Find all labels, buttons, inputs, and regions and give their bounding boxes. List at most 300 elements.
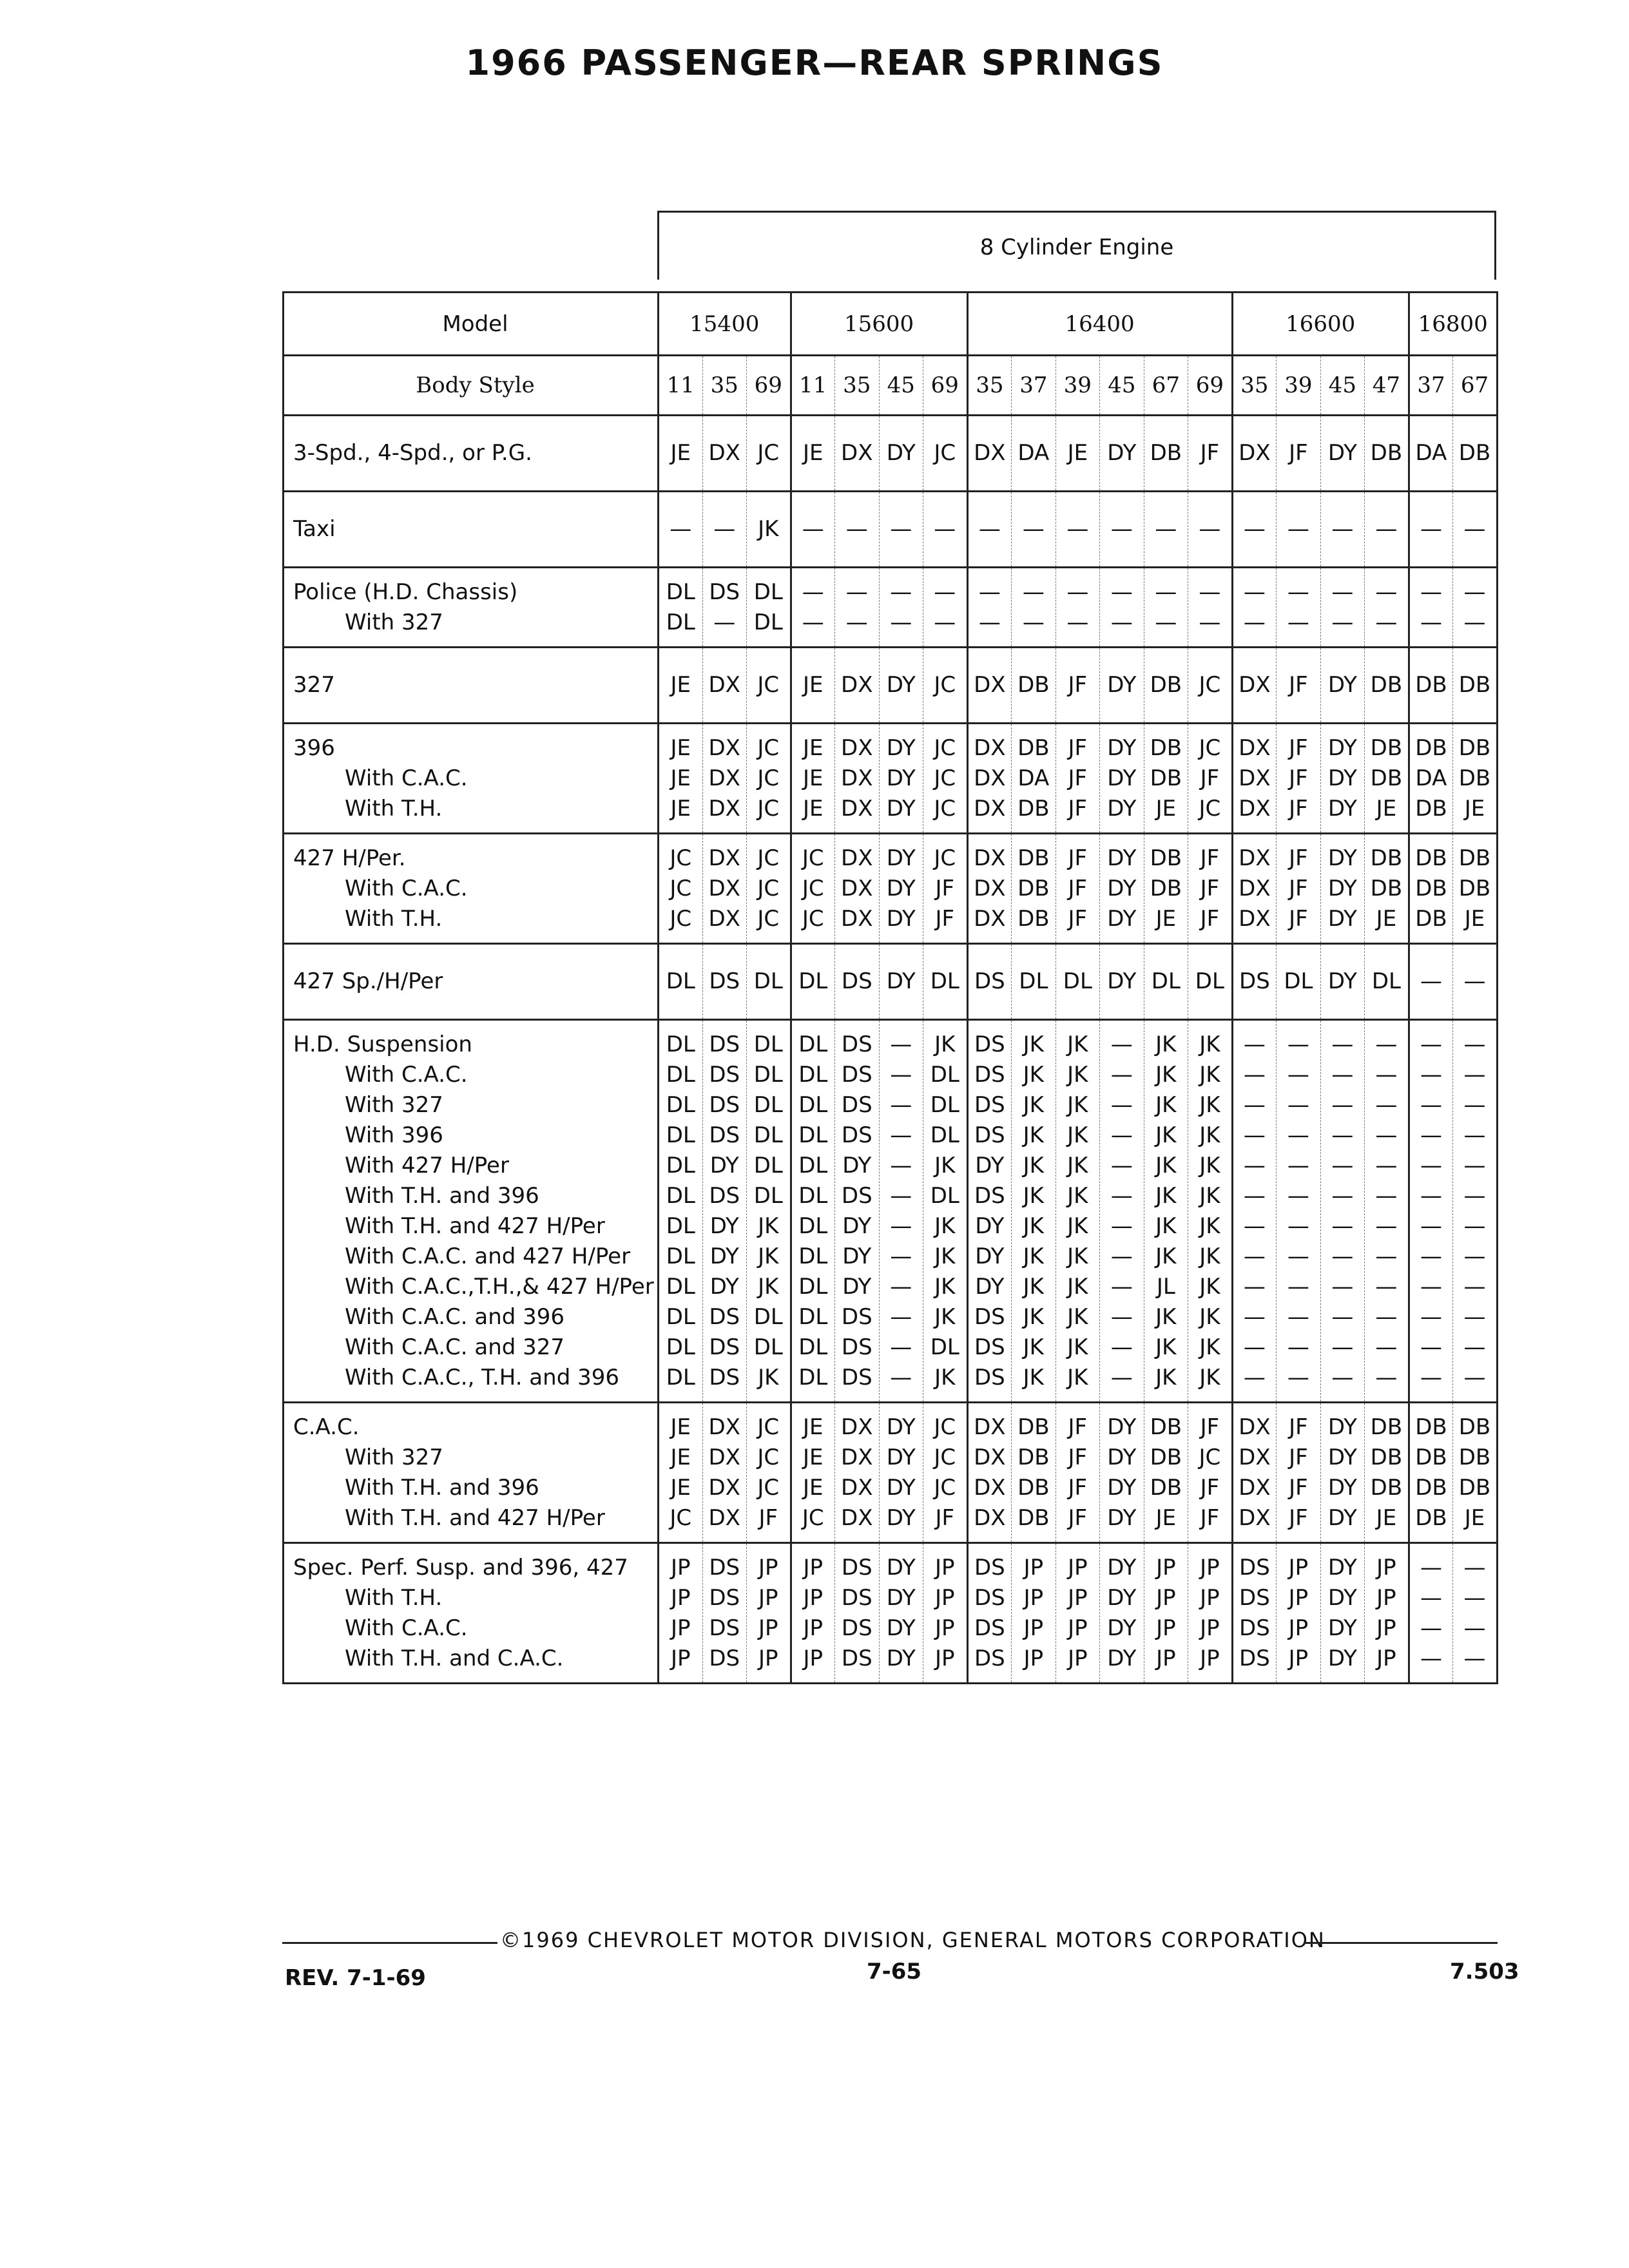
spring-code: JF — [1068, 845, 1088, 871]
spring-code: JK — [1199, 1152, 1220, 1178]
code-cell — [1100, 1403, 1144, 1543]
spring-code: DY — [886, 735, 916, 761]
spring-code: DB — [1017, 795, 1050, 822]
spring-code: — — [1331, 609, 1354, 635]
row-sublabel: With 396 — [345, 1122, 443, 1148]
code-cell — [1188, 416, 1233, 492]
spring-code: JP — [758, 1615, 778, 1641]
code-cell — [923, 834, 968, 944]
spring-code: — — [1287, 1031, 1309, 1057]
code-cell — [702, 1020, 747, 1403]
spring-code: DY — [1327, 1584, 1357, 1611]
code-cell — [702, 568, 747, 648]
spring-code: DX — [1239, 765, 1271, 791]
row-sublabel: With T.H. — [345, 1584, 443, 1611]
spring-code: — — [1331, 1243, 1354, 1269]
spring-code: JP — [1376, 1554, 1396, 1581]
code-cell — [1012, 1020, 1056, 1403]
spring-code: JK — [1023, 1122, 1044, 1148]
spring-code: JL — [1156, 1273, 1175, 1300]
row-sublabel: With T.H. — [345, 795, 443, 822]
spring-code: JE — [1155, 905, 1177, 932]
spring-code: DL — [798, 1213, 828, 1239]
spring-code: JP — [1288, 1615, 1309, 1641]
spring-code: DS — [841, 1364, 872, 1390]
spring-code: JC — [1199, 1444, 1221, 1470]
code-cell — [1453, 724, 1498, 834]
spring-code: DS — [974, 1554, 1005, 1581]
code-cell — [1277, 416, 1321, 492]
code-cell — [1012, 492, 1056, 568]
spring-code: DS — [709, 1031, 740, 1057]
code-cell — [1012, 648, 1056, 724]
spring-code: DB — [1370, 672, 1403, 698]
row-sublabel: With C.A.C. and 327 — [345, 1334, 565, 1360]
spring-code: DB — [1150, 875, 1182, 901]
spring-code: DS — [709, 1584, 740, 1611]
code-cell — [879, 648, 923, 724]
code-cell — [659, 416, 703, 492]
spring-code: — — [1375, 1213, 1398, 1239]
spring-code: DB — [1415, 845, 1447, 871]
row-label — [284, 1543, 659, 1684]
spring-code: — — [890, 1122, 912, 1148]
code-cell — [1100, 724, 1144, 834]
spring-code: — — [1287, 1091, 1309, 1118]
spring-code: — — [890, 1091, 912, 1118]
row-label-text: 396 — [293, 735, 335, 761]
spring-code: — — [890, 609, 912, 635]
spring-code: JC — [757, 672, 780, 698]
spring-code: DL — [666, 1061, 695, 1088]
spring-code: — — [1420, 1152, 1442, 1178]
spring-code: — — [1287, 1334, 1309, 1360]
row-sublabel: With C.A.C., T.H. and 396 — [345, 1364, 619, 1390]
code-cell — [835, 568, 880, 648]
spring-code: DB — [1458, 440, 1491, 466]
spring-code: JE — [670, 765, 691, 791]
spring-code: DS — [974, 1303, 1005, 1330]
spring-code: JK — [1023, 1243, 1044, 1269]
spring-code: — — [1110, 1091, 1133, 1118]
code-cell — [791, 834, 835, 944]
spring-code: JE — [670, 1414, 691, 1440]
spring-code: — — [1287, 1273, 1309, 1300]
spring-code: DB — [1150, 672, 1182, 698]
spring-code: DL — [666, 1364, 695, 1390]
spring-code: — — [1110, 1122, 1133, 1148]
spring-code: DX — [974, 1444, 1006, 1470]
spring-code: DY — [1327, 1504, 1357, 1531]
spring-code: DY — [975, 1273, 1005, 1300]
spring-code: — — [1110, 1334, 1133, 1360]
spring-code: JP — [1288, 1584, 1309, 1611]
spring-code: DB — [1017, 735, 1050, 761]
code-cell — [1277, 492, 1321, 568]
spring-code: JK — [1155, 1364, 1177, 1390]
spring-code: JK — [1155, 1061, 1177, 1088]
spring-code: DS — [709, 1364, 740, 1390]
spring-code: JC — [757, 845, 780, 871]
spring-code: JF — [935, 875, 955, 901]
spring-code: DB — [1150, 440, 1182, 466]
spring-code: DX — [1239, 672, 1271, 698]
spring-code: DL — [798, 1364, 828, 1390]
spring-code: — — [1375, 1091, 1398, 1118]
table-row — [284, 1403, 1498, 1543]
spring-code: JP — [670, 1554, 691, 1581]
spring-code: DS — [709, 1091, 740, 1118]
spring-code: DS — [974, 1122, 1005, 1148]
spring-code: DL — [753, 1334, 783, 1360]
spring-code: JK — [1155, 1243, 1177, 1269]
spring-code: DY — [886, 1414, 916, 1440]
body-style-cell: 35 — [967, 356, 1012, 416]
spring-code: — — [1287, 1303, 1309, 1330]
spring-code: DX — [1239, 845, 1271, 871]
spring-code: — — [890, 1334, 912, 1360]
spring-code: — — [1420, 1615, 1442, 1641]
code-cell — [1277, 834, 1321, 944]
spring-code: JP — [935, 1615, 955, 1641]
spring-code: DL — [798, 968, 828, 994]
code-cell — [747, 416, 791, 492]
spring-code: DL — [798, 1303, 828, 1330]
body-style-cell: 37 — [1012, 356, 1056, 416]
code-cell — [1409, 1403, 1453, 1543]
spring-code: JP — [1200, 1554, 1220, 1581]
spring-code: DL — [1195, 968, 1224, 994]
spring-code: — — [1420, 1645, 1442, 1671]
table-row — [284, 648, 1498, 724]
code-cell — [835, 492, 880, 568]
spring-code: JF — [935, 1504, 955, 1531]
spring-code: — — [1331, 1273, 1354, 1300]
spring-code: DY — [886, 1474, 916, 1501]
spring-code: JF — [1200, 440, 1220, 466]
spring-code: DS — [974, 1061, 1005, 1088]
code-cell — [659, 1403, 703, 1543]
spring-code: DL — [666, 1031, 695, 1057]
spring-code: — — [1155, 516, 1177, 542]
spring-code: JK — [934, 1243, 956, 1269]
spring-code: DS — [841, 1554, 872, 1581]
code-cell — [1232, 492, 1277, 568]
spring-code: DY — [1327, 735, 1357, 761]
spring-code: JK — [1067, 1243, 1088, 1269]
code-cell — [1453, 648, 1498, 724]
spring-code: DL — [930, 1182, 959, 1209]
code-cell — [659, 1020, 703, 1403]
code-cell — [659, 492, 703, 568]
spring-code: — — [1375, 1031, 1398, 1057]
code-cell — [1453, 416, 1498, 492]
spring-code: DS — [1239, 1554, 1270, 1581]
spring-code: DX — [1239, 1414, 1271, 1440]
spring-code: DS — [709, 1061, 740, 1088]
body-style-cell: 35 — [835, 356, 880, 416]
spring-code: JP — [935, 1554, 955, 1581]
code-cell — [835, 648, 880, 724]
spring-code: JC — [802, 905, 824, 932]
spring-code: DS — [1239, 1584, 1270, 1611]
code-cell — [1144, 648, 1188, 724]
spring-code: — — [1243, 1243, 1266, 1269]
code-cell — [1232, 1020, 1277, 1403]
code-cell — [702, 834, 747, 944]
spring-code: DX — [841, 735, 873, 761]
table-row — [284, 492, 1498, 568]
spring-code: JF — [1289, 1504, 1308, 1531]
spring-code: JK — [1023, 1213, 1044, 1239]
row-sublabel: With C.A.C.,T.H.,& 427 H/Per — [345, 1273, 654, 1300]
row-sublabel: With T.H. and 396 — [345, 1474, 539, 1501]
spring-code: JP — [758, 1554, 778, 1581]
spring-code: DL — [798, 1334, 828, 1360]
spring-code: JP — [803, 1584, 824, 1611]
row-sublabel: With C.A.C. and 427 H/Per — [345, 1243, 631, 1269]
spring-code: — — [670, 516, 692, 542]
code-cell — [1188, 1403, 1233, 1543]
row-label — [284, 944, 659, 1020]
spring-code: JP — [935, 1645, 955, 1671]
code-cell — [1055, 834, 1100, 944]
code-cell — [659, 648, 703, 724]
spring-code: DY — [1107, 1615, 1137, 1641]
spring-code: DX — [841, 765, 873, 791]
spring-code: — — [1110, 609, 1133, 635]
code-cell — [1320, 944, 1365, 1020]
spring-code: DB — [1150, 845, 1182, 871]
spring-code: — — [934, 579, 956, 605]
spring-code: DA — [1017, 765, 1050, 791]
spring-code: DL — [1019, 968, 1048, 994]
code-cell — [1277, 1543, 1321, 1684]
spring-code: — — [1243, 1364, 1266, 1390]
spring-code: DS — [841, 1303, 872, 1330]
spring-code: DB — [1370, 765, 1403, 791]
spring-code: DA — [1415, 440, 1447, 466]
spring-code: DS — [841, 1334, 872, 1360]
spring-code: DS — [974, 968, 1005, 994]
spring-code: — — [1331, 1031, 1354, 1057]
row-label-text: 3-Spd., 4-Spd., or P.G. — [293, 440, 532, 466]
row-sublabel: With T.H. and 427 H/Per — [345, 1504, 605, 1531]
code-cell — [1055, 1020, 1100, 1403]
spring-code: DX — [1239, 795, 1271, 822]
body-style-cell: 39 — [1055, 356, 1100, 416]
spring-code: JP — [1376, 1615, 1396, 1641]
spring-code: — — [1420, 1243, 1442, 1269]
spring-code: DS — [709, 1122, 740, 1148]
code-cell — [923, 1403, 968, 1543]
spring-code: DS — [1239, 1645, 1270, 1671]
spring-code: DY — [886, 968, 916, 994]
spring-code: DL — [753, 1182, 783, 1209]
code-cell — [747, 1020, 791, 1403]
spring-code: JE — [803, 1474, 824, 1501]
spring-code: JP — [1068, 1645, 1088, 1671]
spring-code: JK — [1023, 1273, 1044, 1300]
spring-code: DS — [709, 968, 740, 994]
spring-code: DS — [709, 1554, 740, 1581]
spring-code: DX — [841, 795, 873, 822]
spring-code: DX — [841, 845, 873, 871]
spring-code: — — [1420, 1364, 1442, 1390]
spring-code: — — [1287, 516, 1309, 542]
model-16600: 16600 — [1232, 293, 1409, 356]
spring-code: — — [1331, 1122, 1354, 1148]
spring-code: DS — [841, 1122, 872, 1148]
spring-code: — — [890, 1182, 912, 1209]
row-label — [284, 834, 659, 944]
spring-code-table — [282, 291, 1498, 1684]
body-style-header: Body Style — [284, 356, 659, 416]
code-cell — [1232, 724, 1277, 834]
spring-code: JC — [757, 735, 780, 761]
spring-code: JK — [1023, 1182, 1044, 1209]
spring-code: JC — [802, 845, 824, 871]
code-cell — [967, 416, 1012, 492]
spring-code: JF — [1289, 1444, 1308, 1470]
spring-code: DY — [886, 1444, 916, 1470]
spring-code: — — [1110, 1364, 1133, 1390]
spring-code: JP — [803, 1554, 824, 1581]
row-label-text: Spec. Perf. Susp. and 396, 427 — [293, 1554, 628, 1581]
spring-code: JK — [934, 1364, 956, 1390]
engine-label: 8 Cylinder Engine — [979, 235, 1174, 260]
spring-code: — — [1463, 1645, 1486, 1671]
spring-code: JF — [1289, 672, 1308, 698]
table-row — [284, 834, 1498, 944]
row-label — [284, 416, 659, 492]
code-cell — [1277, 568, 1321, 648]
spring-code: JE — [803, 765, 824, 791]
code-cell — [967, 944, 1012, 1020]
model-15400: 15400 — [659, 293, 791, 356]
spring-code: JK — [1199, 1061, 1220, 1088]
spring-code: JP — [803, 1615, 824, 1641]
spring-code: — — [713, 609, 736, 635]
spring-code: JC — [757, 1414, 780, 1440]
row-label — [284, 1020, 659, 1403]
spring-code: — — [890, 1273, 912, 1300]
body-style-cell: 45 — [1100, 356, 1144, 416]
spring-code: JE — [803, 1414, 824, 1440]
spring-code: JF — [1200, 1474, 1220, 1501]
spring-code: JC — [757, 905, 780, 932]
row-label-text: 427 Sp./H/Per — [293, 968, 443, 994]
spring-code: DY — [1327, 440, 1357, 466]
spring-code: JK — [1023, 1091, 1044, 1118]
spring-code: DS — [1239, 1615, 1270, 1641]
spring-code: DY — [975, 1152, 1005, 1178]
spring-code: JC — [802, 1504, 824, 1531]
spring-code: — — [1199, 516, 1221, 542]
spring-code: — — [1243, 1061, 1266, 1088]
code-cell — [1055, 1403, 1100, 1543]
spring-code: DL — [753, 968, 783, 994]
code-cell — [747, 492, 791, 568]
spring-code: — — [1463, 516, 1486, 542]
spring-code: DX — [974, 875, 1006, 901]
spring-code: — — [890, 516, 912, 542]
spring-code: — — [1375, 579, 1398, 605]
spring-code: DY — [1327, 1554, 1357, 1581]
spring-code: DY — [1107, 1414, 1137, 1440]
code-cell — [1232, 944, 1277, 1020]
spring-code: JE — [1464, 795, 1485, 822]
spring-code: DB — [1458, 735, 1491, 761]
spring-code: — — [978, 579, 1001, 605]
spring-code: — — [890, 1364, 912, 1390]
footer-rule-right — [1304, 1942, 1498, 1944]
code-cell — [1453, 492, 1498, 568]
footer-rule-left — [282, 1942, 497, 1944]
code-cell — [791, 568, 835, 648]
spring-code: — — [890, 1152, 912, 1178]
spring-code: JE — [803, 1444, 824, 1470]
spring-code: DS — [709, 1615, 740, 1641]
spring-code: JK — [1199, 1303, 1220, 1330]
spring-code: DY — [842, 1152, 872, 1178]
spring-code: DB — [1017, 875, 1050, 901]
spring-code: — — [1463, 1031, 1486, 1057]
code-cell — [702, 724, 747, 834]
spring-code: DX — [1239, 735, 1271, 761]
spring-code: — — [1375, 1061, 1398, 1088]
spring-code: DS — [974, 1031, 1005, 1057]
code-cell — [1232, 834, 1277, 944]
spring-code: JE — [803, 795, 824, 822]
spring-code: JP — [803, 1645, 824, 1671]
spring-code: — — [1243, 1303, 1266, 1330]
spring-code: JP — [670, 1645, 691, 1671]
spring-code: DY — [1107, 1444, 1137, 1470]
code-cell — [1277, 944, 1321, 1020]
code-cell — [1055, 1543, 1100, 1684]
code-cell — [879, 416, 923, 492]
spring-code: JC — [757, 1444, 780, 1470]
spring-code: JF — [935, 905, 955, 932]
spring-code: — — [1199, 579, 1221, 605]
spring-code: — — [1287, 579, 1309, 605]
spring-code: DS — [841, 1091, 872, 1118]
spring-code: — — [1110, 1152, 1133, 1178]
row-sublabel: With 427 H/Per — [345, 1152, 509, 1178]
code-cell — [1055, 648, 1100, 724]
spring-code: JP — [1068, 1615, 1088, 1641]
code-cell — [1100, 648, 1144, 724]
spring-code: — — [1243, 1031, 1266, 1057]
spring-code: JF — [1200, 765, 1220, 791]
code-cell — [1365, 492, 1409, 568]
spring-code: DY — [886, 765, 916, 791]
spring-code: — — [1331, 1213, 1354, 1239]
spring-code: DB — [1370, 1474, 1403, 1501]
code-cell — [967, 1403, 1012, 1543]
spring-code: JK — [1155, 1182, 1177, 1209]
spring-code: DS — [974, 1182, 1005, 1209]
code-cell — [1012, 724, 1056, 834]
code-cell — [791, 724, 835, 834]
spring-code: DY — [1107, 1474, 1137, 1501]
spring-code: DY — [886, 1615, 916, 1641]
code-cell — [1188, 568, 1233, 648]
spring-code: DS — [1239, 968, 1270, 994]
spring-code: DL — [666, 1122, 695, 1148]
spring-code: — — [1022, 609, 1045, 635]
